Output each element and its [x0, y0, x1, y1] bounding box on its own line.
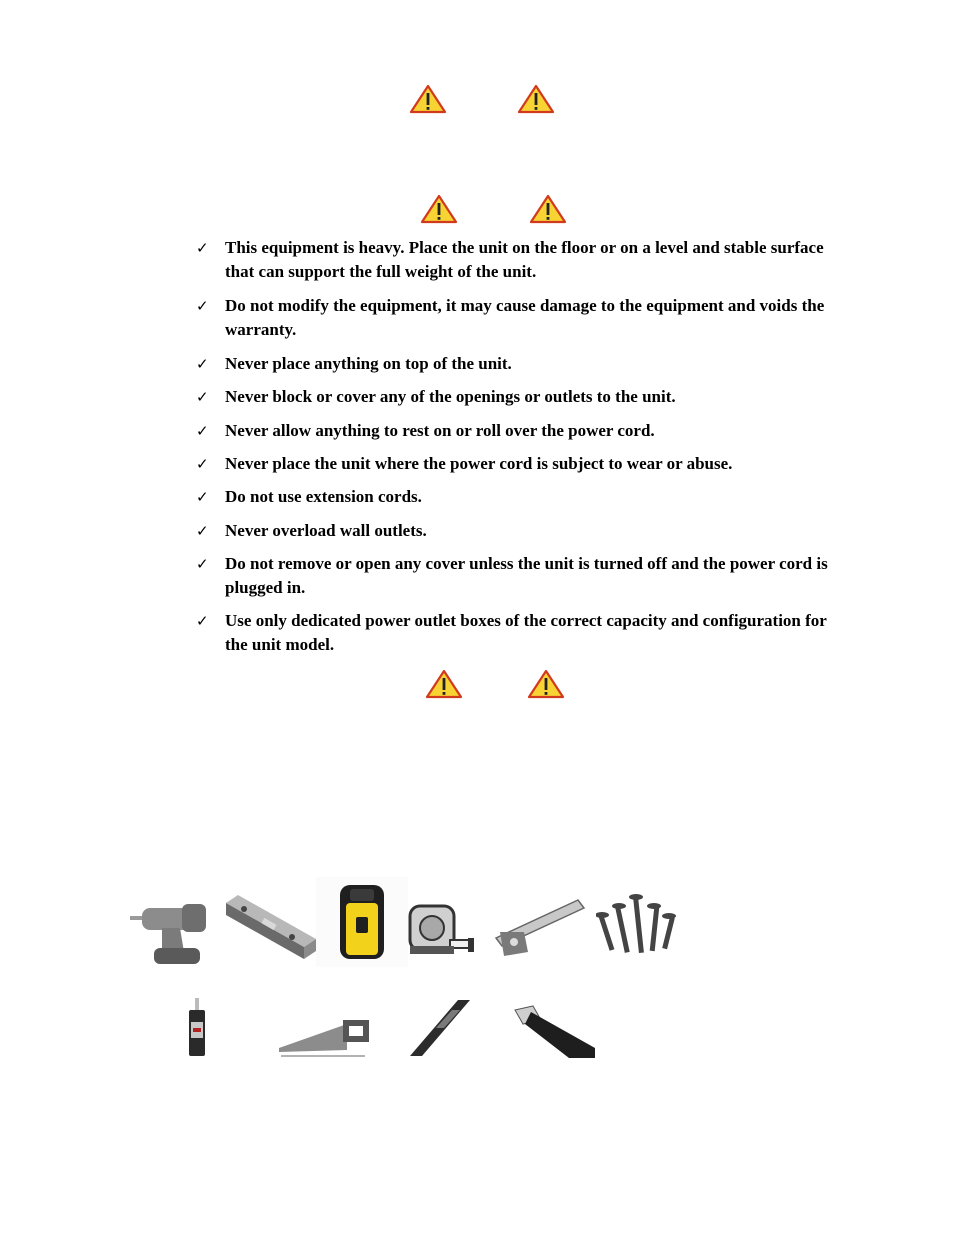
check-mark-icon: ✓: [196, 239, 209, 257]
warning-triangle-icon: [517, 84, 555, 114]
list-item: ✓ Use only dedicated power outlet boxes of the correct capacity and configuration for the unit model.: [196, 611, 827, 654]
drill-icon: [126, 890, 212, 968]
list-item: ✓ Never overload wall outlets.: [196, 519, 836, 543]
check-mark-icon: ✓: [196, 555, 209, 573]
warning-triangle-icon: [527, 669, 565, 699]
stud-finder-icon: [316, 877, 408, 967]
check-mark-icon: ✓: [196, 388, 209, 406]
warning-triangle-icon: [420, 194, 458, 224]
list-item: ✓ Never place anything on top of the unit.: [196, 352, 836, 376]
check-mark-icon: ✓: [196, 297, 209, 315]
check-mark-icon: ✓: [196, 422, 209, 440]
safety-checklist: [196, 236, 836, 657]
warning-triangle-icon: [529, 194, 567, 224]
utility-knife-icon: [511, 1002, 597, 1058]
list-item: ✓ Never allow anything to rest on or roll over the power cord.: [196, 419, 836, 443]
check-mark-icon: ✓: [196, 455, 209, 473]
check-mark-icon: ✓: [196, 488, 209, 506]
list-item: ✓ Do not modify the equipment, it may cause damage to the equipment and voids the warranty.: [196, 296, 825, 339]
check-mark-icon: ✓: [196, 612, 209, 630]
warning-triangle-icon: [409, 84, 447, 114]
hand-saw-icon: [277, 1012, 371, 1058]
list-item: ✓ Never block or cover any of the openings or outlets to the unit.: [196, 385, 836, 409]
combination-square-icon: [494, 898, 588, 960]
level-icon: [222, 893, 318, 963]
list-item: ✓ Do not remove or open any cover unless the unit is turned off and the power cord is plugged in.: [196, 554, 828, 597]
sealant-tube-icon: [186, 998, 210, 1058]
list-item: ✓ This equipment is heavy. Place the unit on the floor or on a level and stable surface that can support the full weight of the unit.: [196, 238, 824, 281]
check-mark-icon: ✓: [196, 355, 209, 373]
warning-triangle-icon: [425, 669, 463, 699]
check-mark-icon: ✓: [196, 522, 209, 540]
utility-saw-icon: [408, 998, 484, 1058]
list-item: ✓ Do not use extension cords.: [196, 485, 836, 509]
list-item: ✓ Never place the unit where the power cord is subject to wear or abuse.: [196, 452, 836, 476]
screws-icon: [596, 893, 680, 959]
tape-measure-icon: [406, 900, 478, 962]
